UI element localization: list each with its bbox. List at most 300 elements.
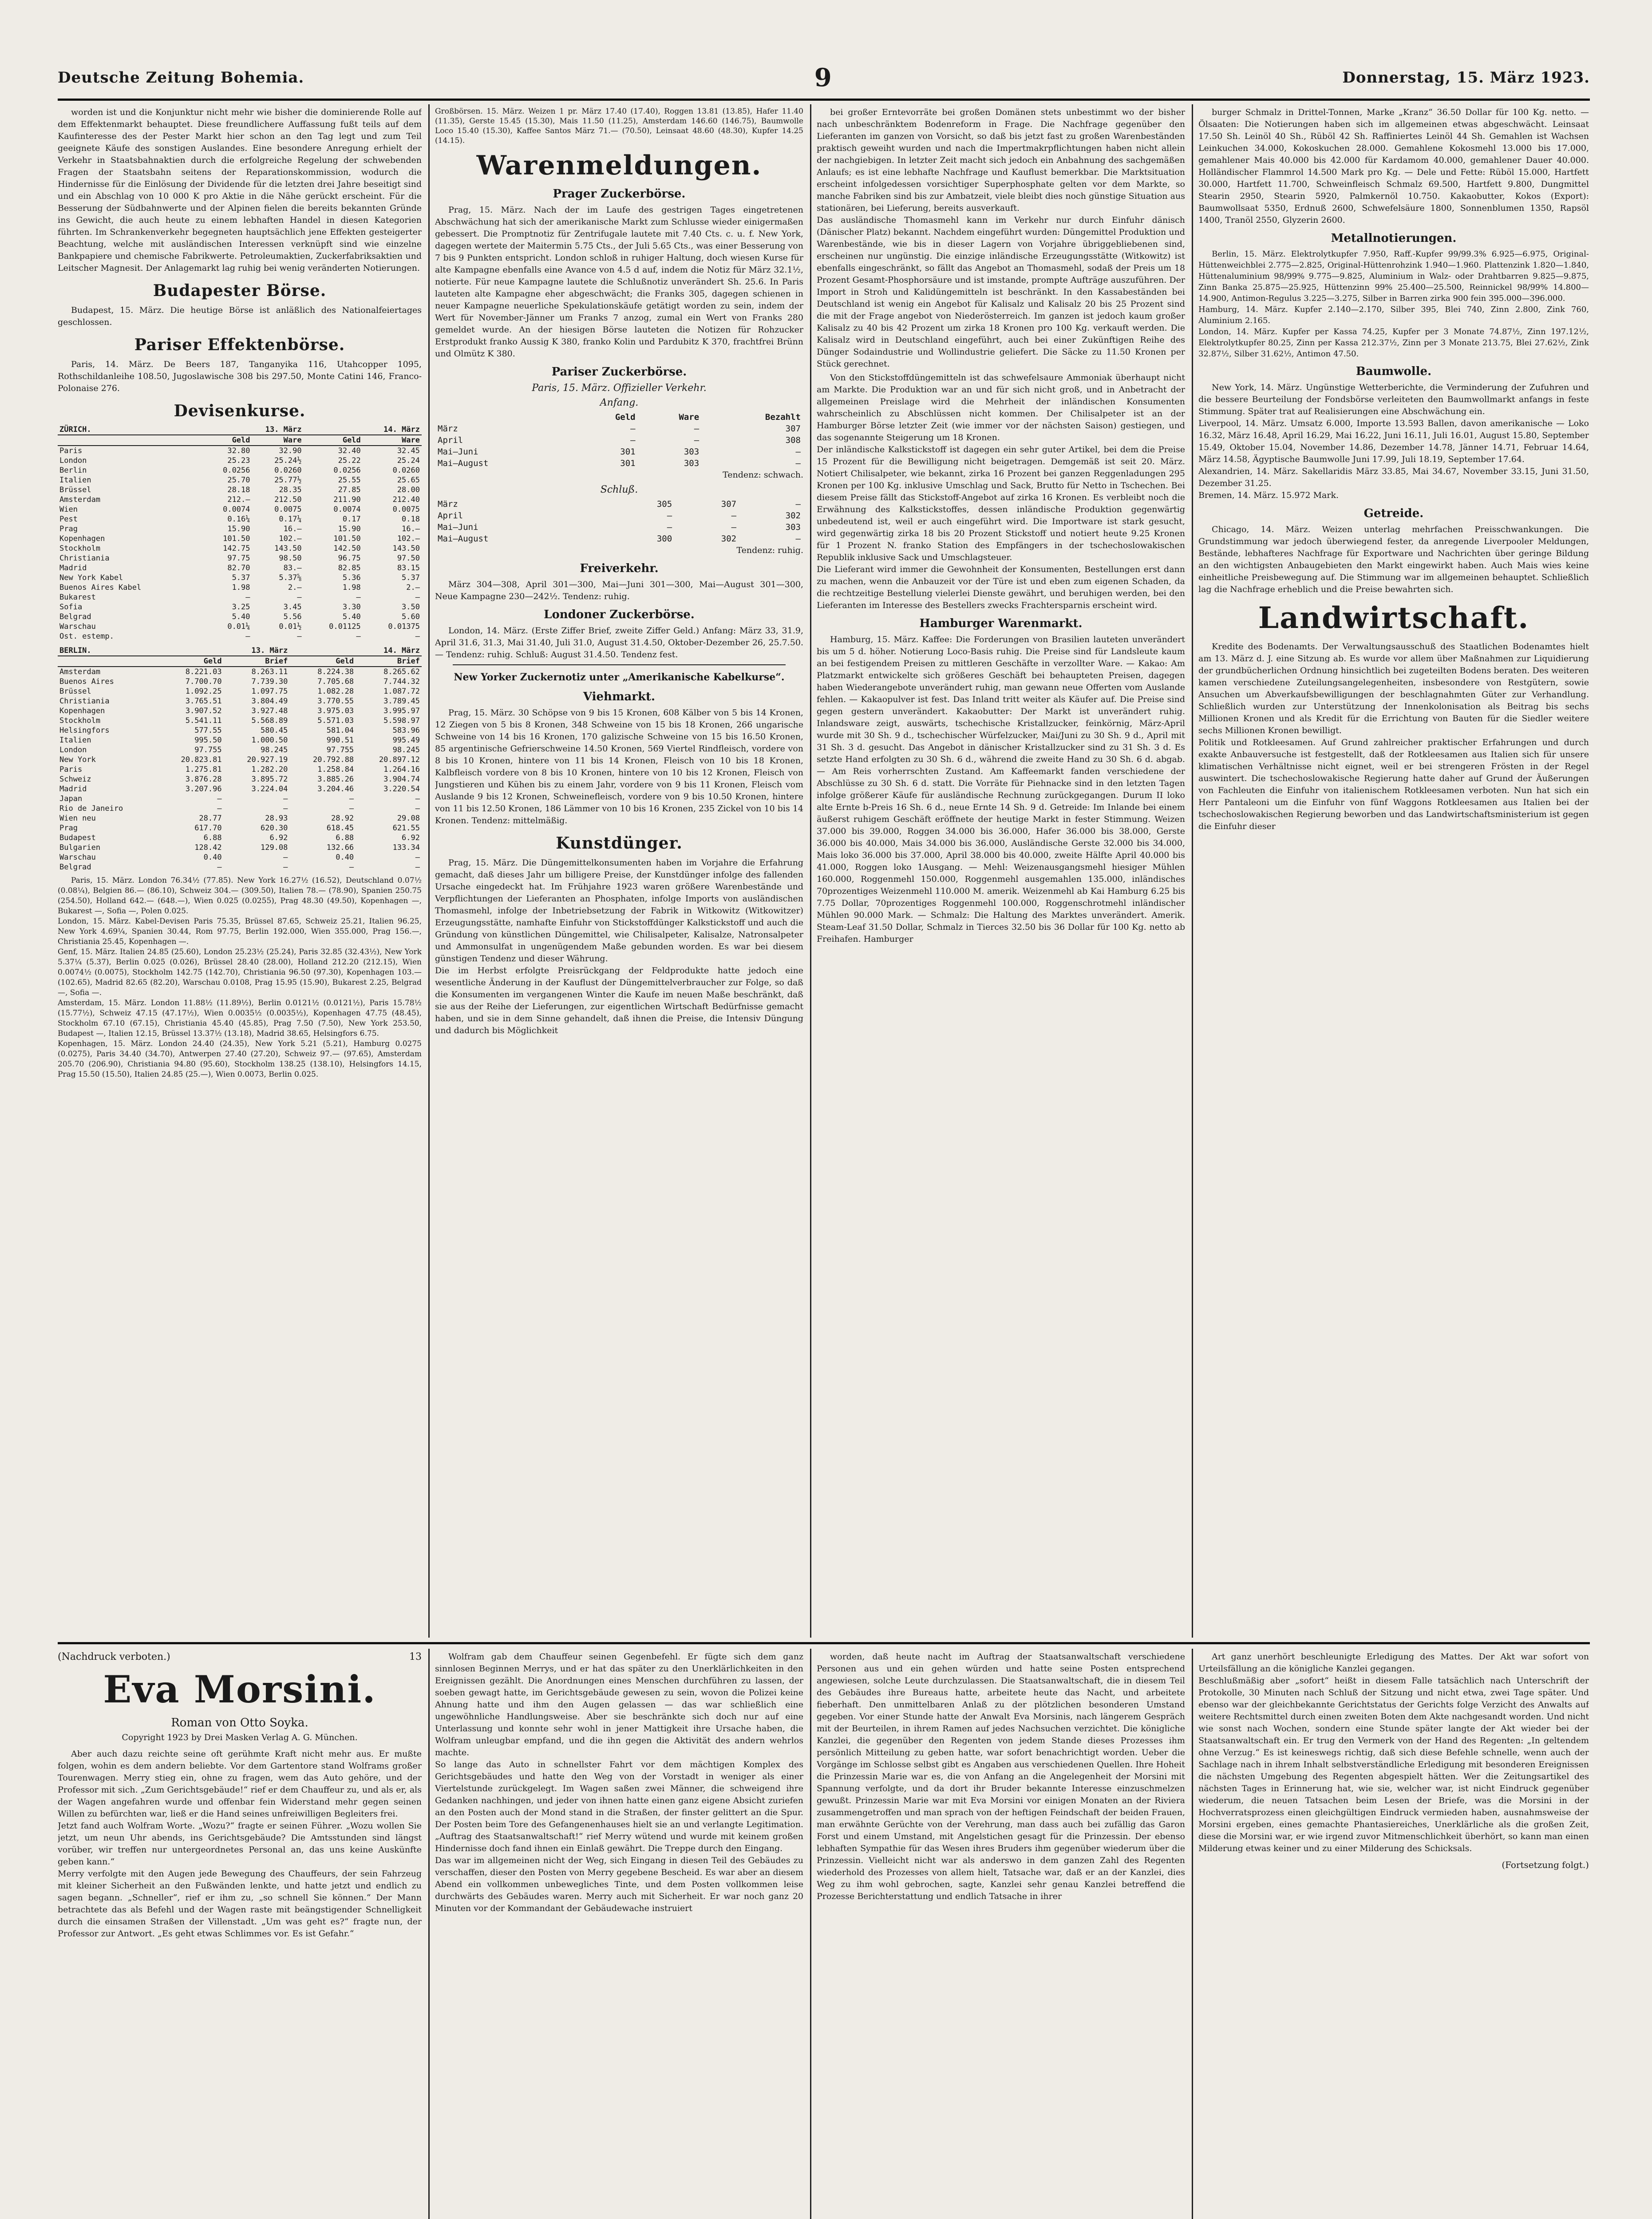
table-row: [58, 553, 422, 563]
row-value: 0.0075: [274, 505, 302, 514]
row-label: Rio de Janeiro: [59, 804, 123, 813]
table-row: [58, 813, 422, 823]
kunst-text: Prag, 15. März. Die Düngemittelkonsumenten haben im Vorjahre die Erfahrung gemacht, daß dieses Jahr um billigere Preise, der Kunstdünger infolge des fallenden Ursache eingedeckt hat. Im Frühjahre 1923 waren größere Warenbestände und Verpflichtungen der Lieferanten an Phosphaten, infolge Imports von ausländischen Thomasmehl, infolge der Inbetriebsetzung der Fabrik in Witkowitz (Witkowitzer) Erzeugungsstätte, namhafte Einfuhr von Stickstoffdünger Kalkstickstoff und auch die Gründung von künstlichen Düngemittel, wie Chilisalpeter, Kalisalze, Natronsalpeter und Ammonsulfat in ungenügendem Maße gebunden worden. Es war bei diesem günstigen Tendenz und dieser Währung. Die im Herbst erfolgte Preisrückgang der Feldprodukte hatte jedoch eine wesentliche Änderung in der Kauflust der Düngemittelverbraucher zur Folge, so daß die Konsumenten im vergangenen Winter die Kaufe im neuen Maße beschränkt, daß sie aus der Reihe der Lieferungen, zur eigentlichen Wirtschaft Bedürfnisse gemacht haben, und sie in dem Sinne gehandelt, daß ihnen die Preise, die Intensiv Düngung und dadurch bis Möglichkeit: [435, 858, 803, 1035]
row-value: 5.60: [402, 612, 420, 621]
column-divider: [810, 1649, 811, 2219]
row-label: Prag: [59, 525, 78, 533]
row-value: —: [667, 511, 672, 521]
table-row: [58, 485, 422, 495]
row-value: 16.—: [283, 525, 302, 533]
row-value: —: [283, 863, 288, 872]
row-value: 3.895.72: [251, 775, 288, 784]
row-value: —: [356, 593, 361, 602]
table-row: [58, 514, 422, 524]
row-value: 0.18: [402, 515, 420, 524]
table-row: [58, 774, 422, 784]
row-label: Warschau: [59, 622, 96, 631]
row-value: —: [217, 804, 222, 813]
budapest-text: Budapest, 15. März. Die heutige Börse ist anläßlich des Nationalfeiertages geschlossen.: [58, 305, 422, 327]
row-value: 5.541.11: [185, 716, 222, 725]
row-value: 3.30: [342, 603, 361, 612]
reprint-notice: (Nachdruck verboten.): [58, 1651, 170, 1662]
column-waren: [435, 107, 803, 1633]
zucker-col-header: Geld: [615, 412, 636, 422]
zucker-col-header: Ware: [679, 412, 700, 422]
table-row: [58, 612, 422, 622]
row-value: 3.45: [283, 603, 302, 612]
col-geld: Geld: [304, 435, 363, 446]
row-value: —: [795, 447, 801, 457]
row-value: 7.744.32: [383, 677, 420, 686]
row-value: 25.77½: [274, 476, 302, 485]
row-label: Amsterdam: [59, 495, 101, 504]
row-label: Madrid: [59, 564, 87, 573]
row-label: Italien: [59, 736, 91, 745]
row-value: —: [731, 511, 737, 521]
row-label: Kopenhagen: [59, 534, 105, 543]
row-label: Warschau: [59, 853, 96, 862]
row-label: Mai—August: [438, 534, 489, 544]
row-value: 3.975.03: [317, 707, 354, 715]
row-value: 303: [785, 522, 801, 532]
row-value: 302: [721, 534, 737, 544]
table-row: [58, 794, 422, 804]
row-value: 1.275.81: [185, 765, 222, 774]
row-value: 617.70: [194, 824, 222, 833]
row-value: 25.22: [338, 456, 361, 465]
row-value: —: [415, 863, 420, 872]
row-value: 3.927.48: [251, 707, 288, 715]
table-row: [58, 726, 422, 735]
table-row: [58, 716, 422, 726]
running-header: [58, 62, 1590, 93]
row-label: Sofia: [59, 603, 83, 612]
row-value: 3.220.54: [383, 785, 420, 794]
row-label: New York: [59, 755, 96, 764]
row-label: Paris: [59, 765, 83, 774]
berlin-label: BERLIN.: [58, 646, 158, 656]
row-value: 307: [721, 499, 737, 509]
row-value: 6.92: [402, 833, 420, 842]
table-row: [58, 544, 422, 553]
row-value: 0.0256: [333, 466, 361, 475]
row-label: April: [438, 435, 463, 445]
prager-zucker-heading: Prager Zuckerbörse.: [553, 187, 686, 201]
row-value: 2.—: [406, 583, 420, 592]
table-row: [58, 765, 422, 774]
landwirt-heading: Landwirtschaft.: [1258, 600, 1529, 635]
oele-text: burger Schmalz in Drittel-Tonnen, Marke „Kranz“ 36.50 Dollar für 100 Kg. netto. — Ölsaaten: Die Notierungen haben sich im allgemeinen etwas abgeschwächt. Leinsaat 17.50 Sh. Leinöl 40 Sh., Rüböl 42 Sh. Raffiniertes Leinöl 44 Sh. Gemahlen ist Wachsen Leinkuchen 34.000, Kokoskuchen 28.000. Gemahlene Kokosmehl 13.000 bis 17.000, gemahlener Mais 40.000 bis 42.000 für Kardamom 40.000, gemahlener Dauer 40.000. Holländischer Flammrol 14.500 Mark pro Kg. — Dele und Fette: Rüböl 15.000, Hartfett 30.000, Hartfett 11.700, Schweinfleisch Schmalz 69.500, Hartfett 9.800, Dungmittel Stearin 2950, Stearin 5920, Palmkernöl 10.750. Kakaobutter, Kokos (Export): Baumwollsaat 5350, Erdnuß 2600, Schwefelsäure 1800, Sonnenblumen 1350, Rapsöl 1400, Tranöl 2550, Glyzerin 2600.: [1198, 107, 1589, 225]
row-value: 8.224.38: [317, 667, 354, 676]
row-value: 3.907.52: [185, 707, 222, 715]
row-value: 0.01½: [279, 622, 302, 631]
row-label: Mai—August: [438, 458, 489, 468]
table-row: [58, 843, 422, 853]
zucker-col-header: Bezahlt: [765, 412, 801, 422]
date-c: 13. März: [158, 646, 290, 656]
row-value: 28.92: [331, 814, 354, 823]
novel-text-1: Aber auch dazu reichte seine oft gerühmte Kraft nicht mehr aus. Er mußte folgen, wohin es dem andern beliebte. Vor dem Gartentore stand Wolframs großer Tourenwagen. Merry stieg ein, ohne zu fragen, wem das Auto gehöre, und der Professor mit sich. „Zum Gerichtsgebäude!“ rief er dem Chauffeur zu, und als er, als der Wagen angefahren wurde und offenbar fein Widerstand mehr gegen seinen Willen zu befürchten war, ließ er die Hand seines unfreiwilligen Begleiters frei. Jetzt fand auch Wolfram Worte. „Wozu?“ fragte er seinen Führer. „Wozu wollen Sie jetzt, um neun Uhr abends, ins Gerichtsgebäude? Die Amtsstunden sind längst vorüber, wir treffen nur untergeordnetes Personal an, das uns keine Auskünfte geben kann.“ Merry verfolgte mit den Augen jede Bewegung des Chauffeurs, der sein Fahrzeug mit kleiner Sicherheit an den Fußwänden lenkte, und hatte jetzt und endlich zu sagen begann. „Schneller“, rief er ihm zu, „so schnell Sie können.“ Der Mann betrachtete das als Befehl und der Wagen raste mit beängstigender Schnelligkeit durch die einsamen Straßen der Villenstadt. „Um was geht es?“ fragte nun, der Professor zur Antwort. „Es geht etwas Schlimmes vor. Es ist Gefahr.“: [58, 1749, 422, 1939]
novel-text-3: worden, daß heute nacht im Auftrag der Staatsanwaltschaft verschiedene Personen aus und ein gehen würden und hatte seine Posten entsprechend angewiesen, solche Leute durchzulassen. Die Staatsanwaltschaft, die in diesem Teil des Gebäudes ihre Bureaus hatte, arbeitete heute das Nacht, und arbeitete fieberhaft. Den unmittelbaren Anlaß zu der plötzlichen besonderen Umstand gegeben. Vor einer Stunde hatte der Anwalt Eva Morsinis, nach längerem Gespräch mit der Beurteilen, in ihrem Ramen auf jedes Nachsuchen verzichtet. Die königliche Kanzlei, die gegenüber den Regenten von jedem Stande dieses Prozesses ihm persönlich Mitteilung zu geben hatte, war sofort benachrichtigt worden. Ueber die Vorgänge im Schlosse selbst gibt es Angaben aus verschiedenen Quellen. Ihre Hoheit die Prinzessin Marie war es, die von Anfang an die Angelegenheit der Morsini mit Spannung verfolgte, und da dort ihr Bruder bekannte Interesse einzuschmelzen gewußt. Prinzessin Marie war mit Eva Morsini vor einigen Monaten an der Riviera zusammengetroffen und man sprach von der heftigen Feindschaft der beiden Frauen, man erwähnte Gerüchte von der Verehrung, man dass auch bei zufällig das Garon Forst und einem Umstand, mit Angelstichen gesagt für die Prinzessin. Der ebenso lebhaften Sympathie für das Wesen ihres Bruders ihm gegenüber wiederum über die Prinzessin. Vielleicht nicht war als anderswo in dem ganzen Zahl des Regenten wiederhold des Prozesses von allem hielt, Tatsache war, daß er an der Kanzlei, dies Weg zu ihm wohl gebrochen, sagte, Kanzlei sehr genau Kanzlei betreffend die Prozesse Berichterstattung und endlich Tatsache in ihrer: [817, 1652, 1185, 1901]
freiverkehr-text: März 304—308, April 301—300, Mai—Juni 301—300, Mai—August 301—300, Neue Kampagne 230—242½. Tendenz: ruhig.: [435, 580, 803, 601]
row-label: Italien: [59, 476, 91, 485]
anfang-tendency: Tendenz: schwach.: [723, 470, 803, 480]
row-value: 2.—: [288, 583, 302, 592]
row-value: 32.80: [227, 446, 250, 455]
baumwolle-heading: Baumwolle.: [1356, 365, 1432, 378]
row-value: 25.70: [227, 476, 250, 485]
row-value: 97.75: [227, 554, 250, 563]
row-value: 25.24: [397, 456, 420, 465]
row-value: 3.876.28: [185, 775, 222, 784]
row-value: 101.50: [333, 534, 361, 543]
row-value: 3.50: [402, 603, 420, 612]
table-row: [435, 510, 803, 521]
row-value: 27.85: [338, 486, 361, 494]
table-row: [435, 533, 803, 545]
table-row: [435, 458, 803, 469]
table-row: [58, 667, 422, 677]
row-value: 3.789.45: [383, 697, 420, 706]
row-value: —: [415, 794, 420, 803]
row-label: London: [59, 746, 87, 754]
ny-zucker-heading: New Yorker Zuckernotiz unter „Amerikanische Kabelkurse“.: [454, 671, 785, 683]
row-value: —: [630, 435, 636, 445]
row-value: —: [415, 853, 420, 862]
table-row: [58, 784, 422, 794]
table-row: [58, 833, 422, 843]
novel-text-2: Wolfram gab dem Chauffeur seinen Gegenbefehl. Er fügte sich dem ganz sinnlosen Beginnen Merrys, und er hat das später zu den Unerklärlichkeiten in den Ereignissen gezählt. Die Anordnungen eines Menschen durchführen zu lassen, der soeben gewagt hatte, im Gerichtsgebäude gewesen zu sein, wovon die Polizei keine Ahnung hatte und ihm den Augen gelassen — das war schließlich eine ungewöhnliche Handlungsweise. Aber sie beschränkte sich doch nur auf eine Unterlassung und konnte sehr wohl in jener Mattigkeit ihre Ursache haben, die Wolfram unleugbar empfand, und die ihn gegen die Aktivität des andern wehrlos machte. So lange das Auto in schnellster Fahrt vor dem mächtigen Komplex des Gerichtsgebäudes und hatte den Weg von der Vorstadt in weniger als einer Viertelstunde zurückgelegt. Im Wagen saßen zwei Männer, die schweigend ihre Gedanken nachhingen, und jeder von ihnen hatte einen ganz eigene Absicht zuriefen an den Posten auch der Mond stand in die Straßen, der finster gelittert an die Spur. Der Posten beim Tore des Gefangenenhauses hielt sie an und verlangte Legitimation. „Auftrag des Staatsanwaltschaft!“ rief Merry wütend und wurde mit keinem großen Hindernisse doch fand ihnen ein Einlaß gewährt. Die Treppe durch den Eingang. Das war im allgemeinen nicht der Weg, sich Eingang in diesen Teil des Gebäudes zu verschaffen, dieser den Posten von Merry gegebene Bescheid. Es war aber an diesem Abend ein vollkommen unbewegliches Tinte, und dem Posten vollkommen leise durchwärts des Gebäudes waren. Merry auch mit Sicherheit. Er war noch ganz 20 Minuten vor der Kommandant der Gebäudewache instruiert: [435, 1652, 803, 1913]
row-value: —: [245, 632, 250, 641]
column-metals: [1198, 107, 1589, 1633]
table-row: [58, 456, 422, 466]
kunst-heading: Kunstdünger.: [556, 834, 683, 853]
row-value: 300: [656, 534, 672, 544]
row-value: 0.17¼: [279, 515, 302, 524]
row-value: 301: [620, 447, 636, 457]
novel-column-2: [435, 1651, 803, 2219]
row-value: 5.37: [232, 573, 250, 582]
row-value: 0.01125: [329, 622, 361, 631]
row-value: 1.282.20: [251, 765, 288, 774]
vieh-heading: Viehmarkt.: [583, 690, 656, 703]
row-value: 5.568.89: [251, 716, 288, 725]
metall-text: Berlin, 15. März. Elektrolytkupfer 7.950, Raff.-Kupfer 99/99.3% 6.925—6.975, Original-Hüttenweichblei 2.775—2.825, Original-Hüttenrohzink 1.940—1.960. Plattenzink 1.820—1.840, Hüttenaluminium 98/99% 9.775—9.825, Aluminium in Walz- oder Drahtbarren 9.825—9.875, Zinn Banka 25.875—25.925, Hüttenzinn 99% 25.400—25.500, Reinnickel 98/99% 14.800—14.900, Antimon-Regulus 3.225—3.275, Silber in Barren zirka 900 fein 395.000—396.000. Hamburg, 14. März. Kupfer 2.140—2.170, Silber 395, Blei 740, Zinn 2.800, Zink 760, Aluminium 2.165. London, 14. März. Kupfer per Kassa 74.25, Kupfer per 3 Monate 74.87½, Zinn 197.12½, Elektrolytkupfer 80.25, Zinn per Kassa 212.37½, Zinn per 3 Monate 213.75, Blei 27.62½, Zink 32.87½, Silber 31.62½, Antimon 47.50.: [1198, 249, 1589, 359]
row-value: —: [694, 424, 700, 434]
row-value: 0.0074: [223, 505, 250, 514]
row-value: 28.00: [397, 486, 420, 494]
row-value: 3.770.55: [317, 697, 354, 706]
date-d: 14. März: [289, 646, 422, 656]
row-value: 101.50: [223, 534, 250, 543]
row-value: 990.51: [326, 736, 354, 745]
table-row: [435, 423, 803, 434]
table-row: [58, 706, 422, 716]
row-value: —: [356, 632, 361, 641]
table-row: [435, 498, 803, 510]
copyright: Copyright 1923 by Drei Masken Verlag A. G. München.: [122, 1733, 358, 1742]
row-label: Schweiz: [59, 775, 91, 784]
devisen-heading: Devisenkurse.: [174, 402, 306, 420]
row-value: 25.55: [338, 476, 361, 485]
row-label: Christiania: [59, 554, 110, 563]
feuilleton-rule: [58, 1642, 1590, 1644]
row-value: —: [297, 632, 302, 641]
column-divider: [428, 1649, 430, 2219]
row-value: 25.24½: [274, 456, 302, 465]
row-value: 5.40: [342, 612, 361, 621]
row-value: 5.37⅝: [279, 573, 302, 582]
row-value: 583.96: [392, 726, 420, 735]
row-value: 8.265.62: [383, 667, 420, 676]
row-label: Prag: [59, 824, 78, 833]
row-value: 5.36: [342, 573, 361, 582]
row-label: Madrid: [59, 785, 87, 794]
row-value: 129.08: [260, 843, 288, 852]
landwirt-text: Kredite des Bodenamts. Der Verwaltungsausschuß des Staatlichen Bodenamtes hielt am 13. März d. J. eine Sitzung ab. Es wurde vor allem über Maßnahmen zur Liquidierung der grundbücherlichen Ordnung hinsichtlich bei zugeteilten Bodens beraten. Des weiteren kamen verschiedene Zuteilungsangelegenheiten, insbesondere von Restgütern, sowie Ansuchen um Abverkaufsbewilligungen der beschlagnahmten Güter zur Verhandlung. Schließlich wurden zur Unterstützung der Innenkolonisation als Beitrag bis sechs Millionen Kronen und als Kredit für die Errichtung von Bauten für die Siedler weitere sechs Millionen Kronen bewilligt. Politik und Rotkleesamen. Auf Grund zahlreicher praktischer Erfahrungen und durch exakte Anbauversuche ist festgestellt, daß der Rotkleesamen aus Italien sich für unsere klimatischen Verhältnisse nicht eignet, weil er bei strengeren Frösten in der Regel auswintert. Die tschechoslowakische Regierung hatte daher auf Grund der Äußerungen von Fachleuten die Einfuhr von italienischem Rotkleesamen verboten. Nun hat sich ein Herr Pantaleoni um die Einfuhr von fünf Waggons Rotkleesamen aus Italien bei der tschechoslowakischen Regierung beworben und das Landwirtschaftsministerium ist gegen die Einfuhr dieser: [1198, 642, 1589, 831]
row-value: 15.90: [338, 525, 361, 533]
row-value: 211.90: [333, 495, 361, 504]
schluss-label: Schluß.: [600, 484, 638, 495]
row-value: 0.17: [342, 515, 361, 524]
col-brief: Brief: [356, 656, 422, 667]
row-value: 97.755: [194, 746, 222, 754]
continuation-note: (Fortsetzung folgt.): [1502, 1860, 1589, 1870]
table-row: [58, 823, 422, 833]
row-value: 83.—: [283, 564, 302, 573]
row-value: 620.30: [260, 824, 288, 833]
row-value: —: [283, 794, 288, 803]
row-label: Belgrad: [59, 612, 91, 621]
row-value: —: [283, 804, 288, 813]
row-value: 102.—: [397, 534, 420, 543]
table-row: [58, 862, 422, 872]
row-value: 0.0075: [392, 505, 420, 514]
row-value: —: [795, 499, 801, 509]
row-value: —: [415, 593, 420, 602]
paris-text: Paris, 14. März. De Beers 187, Tanganyika 116, Utahcopper 1095, Rothschildanleihe 108.50, Jugoslawische 308 bis 297.50, Monte Catini 146, Franco-Polonaise 276.: [58, 359, 422, 393]
paris-heading: Pariser Effektenbörse.: [134, 336, 345, 354]
row-value: 8.221.03: [185, 667, 222, 676]
grain-note: Großbörsen. 15. März. Weizen 1 pr. März 17.40 (17.40), Roggen 13.81 (13.85), Hafer 11.40 (11.35), Gerste 15.45 (15.30), Mais 11.50 (11.25), Amsterdam 146.60 (146.75), Baumwolle Loco 15.40 (15.30), Kaffee Santos März 71.— (70.50), Leinsaat 48.60 (48.30), Kupfer 14.25 (14.15).: [435, 107, 803, 145]
column-divider: [810, 104, 811, 1638]
row-value: 82.85: [338, 564, 361, 573]
row-value: 3.904.74: [383, 775, 420, 784]
page-number: 9: [814, 63, 832, 92]
novel-text-4: Art ganz unerhört beschleunigte Erledigung des Mattes. Der Akt war sofort von Urteilsfällung an die königliche Kanzlei gegangen. Beschlußmäßig aber „sofort“ heißt in diesem Falle tatsächlich nach Unterschrift der Protokolle, 30 Minuten nach Schluß der Sitzung und nicht etwa, zwei Tage später. Und ebenso war der gleichbekannte Gerichtstatus der Gerichts folge Verzicht des Anwalts auf weitere Rechtsmittel durch einen zweiten Boten dem Akte nachgesandt worden. Und nicht wie sonst nach Wochen, sondern eine Stunde später langte der Akt wieder bei der Staatsanwaltschaft ein. Er trug den Vermerk von der Hand des Regenten: „In geltendem ohne Verzug.“ Es ist keineswegs richtig, daß sich diese Befehle schnelle, wenn auch der Sachlage nach in ihrem Inhalt selbstverständliche Erledigung mit besonderen Ereignissen die nächsten Umgebung des Regenten abgespielt hätten. Wer die Zeitungsartikel des nächsten Tages in Erinnerung hat, wie sie, welcher war, ist nicht Eindruck gegenüber wiederum, die neuen Tatsachen beim Lesen der Briefe, was die Morsini in der Hochverratsprozess einen gleichgültigen Eindruck vermieden haben, ausnahmsweise der Morsini ergeben, eines gemachte Phantasiereiches, Unerklärliche als die großen Zeit, diese die Morsini war, er wie irgend zuvor Mitmenschlichkeit überhört, so kann man einen Milderung etwas keiner und zu einer Milderung des Schicksals.: [1198, 1652, 1589, 1853]
table-row: [58, 696, 422, 706]
table-row: [58, 677, 422, 687]
table-row: [58, 495, 422, 505]
row-value: 581.04: [326, 726, 354, 735]
row-value: 1.097.75: [251, 687, 288, 696]
row-value: 6.92: [269, 833, 288, 842]
row-value: 3.885.26: [317, 775, 354, 784]
row-value: —: [349, 863, 354, 872]
row-value: 28.93: [265, 814, 288, 823]
row-value: 5.37: [402, 573, 420, 582]
row-value: 0.0074: [333, 505, 361, 514]
row-value: —: [283, 853, 288, 862]
row-value: 16.—: [402, 525, 420, 533]
row-value: 143.50: [274, 544, 302, 553]
table-row: [58, 632, 422, 641]
table-row: [58, 592, 422, 602]
row-value: 995.49: [392, 736, 420, 745]
row-value: 577.55: [194, 726, 222, 735]
row-label: Belgrad: [59, 863, 91, 872]
getreide-heading: Getreide.: [1363, 507, 1424, 520]
baumwolle-text: New York, 14. März. Ungünstige Wetterberichte, die Verminderung der Zufuhren und die bessere Beurteilung der Fondsbörse verleiteten den Baumwollmarkt anfangs in feste Stimmung. Später trat auf Realisierungen eine Abschwächung ein. Liverpool, 14. März. Umsatz 6.000, Importe 13.593 Ballen, davon amerikanische — Loko 16.32, März 16.48, April 16.29, Mai 16.22, Juni 16.11, Juli 16.01, August 15.80, September 15.49, Oktober 15.04, November 14.86, Dezember 14.78, Jänner 14.71, Februar 14.64, März 14.58, Ägyptische Baumwolle Juni 17.99, Juli 18.19, September 17.64. Alexandrien, 14. März. Sakellaridis März 33.85, Mai 34.67, November 33.15, Juni 31.50, Dezember 31.25. Bremen, 14. März. 15.972 Mark.: [1198, 383, 1589, 500]
novel-header: [58, 1651, 422, 1663]
row-value: —: [415, 632, 420, 641]
row-value: 5.56: [283, 612, 302, 621]
installment-number: 13: [409, 1651, 422, 1662]
row-value: 0.01375: [388, 622, 420, 631]
table-row: [58, 622, 422, 632]
row-value: 3.765.51: [185, 697, 222, 706]
row-value: —: [667, 522, 672, 532]
row-value: 3.804.49: [251, 697, 288, 706]
column-divider: [1192, 1649, 1193, 2219]
table-row: [58, 534, 422, 544]
row-label: Kopenhagen: [59, 707, 105, 715]
row-value: 5.571.03: [317, 716, 354, 725]
row-value: —: [415, 804, 420, 813]
row-label: Bukarest: [59, 593, 96, 602]
row-value: 7.739.30: [251, 677, 288, 686]
row-value: 25.23: [227, 456, 250, 465]
row-value: 580.45: [260, 726, 288, 735]
row-value: 32.45: [397, 446, 420, 455]
row-value: 142.75: [223, 544, 250, 553]
row-value: 133.34: [392, 843, 420, 852]
row-label: März: [438, 499, 458, 509]
row-value: 98.245: [260, 746, 288, 754]
duenger-text: bei großer Erntevorräte bei großen Domänen stets unbestimmt wo der bisher nach unbeschränktem Bodenreform in Frage. Die Nachfrage gegenüber den Lieferanten im ganzen von Vorsicht, so daß bis jetzt fast zu großen Warenbeständen praktisch geweiht wurden und nach die Impertmakrpflichtungen haben nicht allein der nachgiebigen. In letzter Zeit macht sich jedoch ein Anbahnung des sachgemäßen Anlaufs; es ist eine lebhafte Nachfrage und Kauflust bemerkbar. Die Marktsituation erscheint infolgedessen vorsichtiger Superphosphate gelten vor dem Markte, so manche Fabriken sind bis zur Ambatzeit, viele bleibt dies noch günstige Situation aus stationären, bei Lieferung, bereits ausverkauft. Das ausländische Thomasmehl kann im Verkehr nur durch Einfuhr dänisch (Dänischer Platz) bekannt. Nachdem eingeführt wurden: Düngemittel Produktion und Warenbestände, wie bis in dieser Lagern von Vorjahre übriggebliebenen sind, erscheinen nur ungünstig. Die einzige inländische Erzeugungsstätte (Witkowitz) ist ebenfalls eingeschränkt, so fällt das Angebot an Thomasmehl, sodaß der Preis um 18 Prozent Gesamt-Phosphorsäure und ist imstande, prompte Aufträge auszuführen. Der Import in Stroh und Kalidüngemitteln ist beschränkt. In den Kassabeständen bei Deutschland ist wenig ein Angebot für Kalisalz und Kalisalz 20 bis 25 Prozent sind die mit der Frage angebot von Niederösterreich. Im ganzen ist jedoch kaum großer Kalisalz zu 40 bis 42 Prozent um zirka 18 Kronen pro 100 Kg. verkauft werden. Die Kalisalz wird in Deutschland eingeführt, auch bei einer Zukünftigen Reihe des Dünger Sodaindustrie und Wollindustrie geliefert. Die Säcke zu 11.50 Kronen per Stück gerechnet.: [817, 107, 1185, 369]
row-value: 143.50: [392, 544, 420, 553]
masthead-left: Deutsche Zeitung Bohemia.: [58, 69, 304, 87]
row-value: 307: [785, 424, 801, 434]
hamburg-text: Hamburg, 15. März. Kaffee: Die Forderungen von Brasilien lauteten unverändert bis um 5 d. höher. Notierung Loco-Basis ruhig. Die Preise sind für Landsleute kaum an bei festigendem Preisen zu mittleren Geschäfte in verzollter Ware. — Kakao: Am Platzmarkt entwickelte sich größeres Geschäft bei behaupteten Preisen, dagegen haben Wiederangebote unverändert ruhig, man gewann neue Offerten vom Auslande fehlen. — Kakaopulver ist fest. Das Inland tritt weiter als Käufer auf. Die Preise sind gegen gestern unverändert. Kakaobutter: Der Markt ist unverändert ruhig. Inlandsware zeigt, auswärts, tschechische Kristallzucker, feinkörnig, März-April wurde mit 30 Sh. 9 d., tschechischer Würfelzucker, Mai/Juni zu 30 Sh. 9 d., April mit 31 Sh. 3 d. gesucht. Das Angebot in dänischer Kristallzucker sind zu 31 Sh. 3 d. Es setzte Hand erfolgten zu 30 Sh. 6 d., während die zweite Hand zu 30 Sh. 6 d. abgab. — Am Reis vorherrschten Zustand. Am Kaffeemarkt fanden verschiedene der Abschlüsse zu 30 Sh. 6 d. statt. Die Vorräte für Piehnacke sind in den letzten Tagen infolge größerer Käufe für ausländische Rechnung zurückgegangen. Durum II loko alte Ernte b-Preis 16 Sh. 6 d., neue Ernte 14 Sh. 9 d. Getreide: Im Inlande bei einem äußerst ruhigem Geschäft eröffnete der heutige Markt in fester Stimmung. Weizen 37.000 bis 39.000, Roggen 34.000 bis 36.000, Hafer 36.000 bis 38.000, Gerste 36.000 bis 40.000, Mais 34.000 bis 36.000, Ausländische Gerste 32.000 bis 34.000, Mais loko 36.000 bis 37.000, April 38.000 bis 40.000, zweite Hälfte April 40.000 bis 41.000, Roggen loko 1Ausgang. — Mehl: Weizenausgangsmehl hiesiger Mühlen 160.000, Roggenmehl 150.000, Roggenmehl ausgemahlen 135.000, inländisches 70prozentiges Weizenmehl 110.000 M. amerik. Weizenmehl ab Kai Hamburg 6.25 bis 7.75 Dollar, 70prozentiges Roggenmehl 100.000, Roggenschrotmehl inländischer Mühlen 90.000 Mark. — Schmalz: Die Haltung des Marktes unverändert. Amerik. Steam-Leaf 31.50 Dollar, Schmalz in Tierces 32.50 bis 36 Dollar für 100 Kg. netto ab Freihafen. Hamburger: [817, 635, 1185, 944]
row-value: 212.40: [392, 495, 420, 504]
row-value: 28.18: [227, 486, 250, 494]
row-value: 0.0260: [392, 466, 420, 475]
row-value: 15.90: [227, 525, 250, 533]
row-label: Mai—Juni: [438, 447, 478, 457]
getreide-text: Chicago, 14. März. Weizen unterlag mehrfachen Preisschwankungen. Die Grundstimmung war jedoch überwiegend fester, da anregende Liverpooler Meldungen, Bestände, lebhafteres Nachfrage für Exportware und Nachrichten über geringe Bildung an den wichtigsten Anbaugebieten den Markt eingewirkt haben. Auch Mais wies keine einheitliche Preisbewegung auf. Die Stimmung war im allgemeinen behauptet. Schließlich lag die Nachfrage erheblich und die Preise bewahrten sich.: [1198, 525, 1589, 594]
pariser-zucker-heading: Pariser Zuckerbörse.: [551, 365, 687, 379]
row-value: 20.792.88: [313, 755, 354, 764]
table-row: [58, 804, 422, 813]
table-row: [58, 466, 422, 475]
row-value: 28.35: [279, 486, 302, 494]
row-label: Paris: [59, 446, 83, 455]
row-value: 5.598.97: [383, 716, 420, 725]
row-value: —: [217, 794, 222, 803]
table-row: [58, 446, 422, 456]
row-label: Amsterdam: [59, 667, 101, 676]
table-row: [435, 434, 803, 446]
col-brief: Brief: [224, 656, 290, 667]
row-value: 1.000.50: [251, 736, 288, 745]
row-value: 212.—: [227, 495, 250, 504]
row-value: 6.88: [336, 833, 354, 842]
row-value: 97.50: [397, 554, 420, 563]
row-value: 621.55: [392, 824, 420, 833]
row-value: 0.16¼: [227, 515, 250, 524]
table-row: [58, 755, 422, 765]
table-row: [58, 853, 422, 862]
pariser-zucker-subhead: Paris, 15. März. Offizieller Verkehr.: [532, 383, 707, 394]
row-value: 308: [785, 435, 801, 445]
anfang-table: [435, 411, 803, 469]
row-value: 0.0256: [223, 466, 250, 475]
row-label: Christiania: [59, 697, 110, 706]
row-value: 8.263.11: [251, 667, 288, 676]
row-value: —: [795, 534, 801, 544]
row-value: 3.224.04: [251, 785, 288, 794]
row-value: 97.755: [326, 746, 354, 754]
row-value: 83.15: [397, 564, 420, 573]
divider: [453, 664, 786, 665]
london-zucker-text: London, 14. März. (Erste Ziffer Brief, zweite Ziffer Geld.) Anfang: März 33, 31.9, April 31.6, 31.3, Mai 31.40, Juli 31.0, August 31.4.50, Oktober-Dezember 26, 25.7.50. — Tendenz: ruhig. Schluß: August 31.4.50. Tendenz fest.: [435, 626, 803, 659]
table-row: [58, 745, 422, 755]
row-value: 1.98: [232, 583, 250, 592]
market-report: worden ist und die Konjunktur nicht mehr wie bisher die dominierende Rolle auf dem Effektenmarkt behauptet. Diese freundlichere Auffassung fußt teils auf dem Kaufinteresse des der Pester Markt hier schon an den Tag legt und zum Teil geeignete Käufe des sonstigen Auslandes. Eine besondere Anregung erhielt der Verkehr in Staatsbahnaktien durch die erfolgreiche Regelung der schwebenden Fragen der Staatsbahn seitens der Reparationskommission, wodurch die Hindernisse für die Einlösung der Dividende für die letzten drei Jahre beseitigt sind und ein Abschlag von 10 000 K pro Aktie in die Nähe gerückt erscheint. Für die Besserung der Südbahnwerte und der Alpinen fielen die bereits bekannten Gründe ins Gewicht, die auch heute zu einem lebhaften Handel in diesen Kategorien führten. Im Schrankenverkehr begegneten hauptsächlich jene Effekten gesteigerter Beachtung, welche mit ausländischen Interessen verknüpft sind wie einzelne Bankpapiere und chemische Fabrikwerte. Petroleumaktien, Zuckerfabriksaktien und Leitscher Magnesit. Der Anlagemarkt lag ruhig bei wenig veränderten Notierungen.: [58, 107, 422, 273]
row-value: —: [731, 522, 737, 532]
row-label: Berlin: [59, 466, 87, 475]
row-value: 7.700.70: [185, 677, 222, 686]
row-value: 82.70: [227, 564, 250, 573]
prager-zucker-text: Prag, 15. März. Nach der im Laufe des gestrigen Tages eingetretenen Abschwächung hat sich der amerikanische Markt zum Schlusse wieder einigermaßen gebessert. Die Promptnotiz für Zentrifugale lautete mit 7.40 Cts. c. u. f. New York, dagegen wertete der Maitermin 5.75 Cts., der Juli 5.65 Cts., was einer Besserung von 7 bis 9 Punkten entspricht. London schloß in ruhiger Haltung, doch wiesen Kurse für alte Kampagne ebenfalls eine Avance von 4.5 d auf, indem die Notiz für März 32.1½, notierte. Für neue Kampagne lautete die Schlußnotiz unverändert Sh. 25.6. In Paris lauteten alte Kampagne eher abgeschwächt; die Franks 305, dagegen schienen in neuer Kampagne neuerliche Spekulationskäufe getätigt worden zu sein, indem der Wert für November-Jänner um Franks 7 anzog, zumal ein Wert von Franks 280 gemeldet wurde. An der hiesigen Börse lauteten die Notizen für Rohzucker Erstprodukt franko Aussig K 380, franko Kolin und Pardubitz K 370, frachtfrei Brünn und Olmütz K 380.: [435, 205, 803, 359]
row-label: Buenos Aires Kabel: [59, 583, 142, 592]
table-row: [58, 735, 422, 745]
row-value: —: [217, 863, 222, 872]
column-divider: [428, 104, 430, 1638]
novel-column-4: [1198, 1651, 1589, 2219]
row-label: Wien neu: [59, 814, 96, 823]
row-value: 32.90: [279, 446, 302, 455]
date-b: 14. März: [304, 425, 422, 435]
table-row: [58, 583, 422, 592]
row-value: 98.50: [279, 554, 302, 563]
stickstoff-text: Von den Stickstoffdüngemitteln ist das schwefelsaure Ammoniak überhaupt nicht am Markte. Die Produktion war an und für sich nicht groß, und in Anbetracht der allgemeinen Preislage wird die Mehrheit der inländischen Konsumenten wahrscheinlich zu Abschlüssen nicht kommen. Der Chilisalpeter ist an der Hamburger Börse letzter Zeit (wie immer vor der nächsten Saison) gestiegen, und das sogenannte Steigerung um 18 Kronen. Der inländische Kalkstickstoff ist dagegen ein sehr guter Artikel, bei dem die Preise 15 Prozent für die Bewilligung nicht beigetragen. Demgemäß ist seit 20. März. Notiert Chilisalpeter, wie bekannt, zirka 16 Prozent bei ganzen Reggenladungen 295 Kronen per 100 Kg. inklusive Umschlag und Sack, Brutto für Netto in Tschechen. Bei diesem Preise fällt das Stickstoff-Angebot auf zirka 16 Kronen. Es verbleibt noch die Erwähnung des Kalkstickstoffes, dessen inländische Produktion gegenwärtig unbedeutend ist, weil er auch eingeführt wird. Die Importware ist stark gesucht, wird gegenwärtig zirka 18 bis 20 Prozent Stickstoff und notiert heute 9.25 Kronen für 1 Prozent N. franko Station des Empfängers in der tschechoslowakischen Republik inklusive Sack und Umschlagsteuer. Die Lieferant wird immer die Gewohnheit der Konsumenten, Bestellungen erst dann zu machen, wenn die Anbauzeit vor der Türe ist und eben zum eigenen Schaden, da die rechtzeitige Bestellung vielerlei Dienste gewährt, und beruhigen werden, bei den Lieferanten im Interesse des Bestellers zwecks Frachtersparnis erscheint wird.: [817, 373, 1185, 610]
row-value: 3.995.97: [383, 707, 420, 715]
row-value: 3.204.46: [317, 785, 354, 794]
table-row: [58, 687, 422, 696]
row-value: 301: [620, 458, 636, 468]
row-label: Stockholm: [59, 544, 101, 553]
row-label: Buenos Aires: [59, 677, 114, 686]
row-value: —: [349, 794, 354, 803]
row-label: April: [438, 511, 463, 521]
row-value: 1.092.25: [185, 687, 222, 696]
row-value: 96.75: [338, 554, 361, 563]
budapest-heading: Budapester Börse.: [153, 281, 327, 300]
row-value: 618.45: [326, 824, 354, 833]
table-row: [58, 505, 422, 514]
row-value: 5.40: [232, 612, 250, 621]
row-value: —: [795, 458, 801, 468]
row-value: 32.40: [338, 446, 361, 455]
foreign-rates: Paris, 15. März. London 76.34½ (77.85). New York 16.27½ (16.52), Deutschland 0.07½ (0.08¼), Belgien 86.— (86.10), Schweiz 304.— (309.50), Italien 78.— (78.90), Spanien 250.75 (254.50), Holland 642.— (648.—), Wien 0.025 (0.0255), Prag 48.30 (49.50), Kopenhagen —, Bukarest —, Sofia —, Polen 0.025. London, 15. März. Kabel-Devisen Paris 75.35, Brüssel 87.65, Schweiz 25.21, Italien 96.25, New York 4.69¼, Spanien 30.44, Rom 97.75, Berlin 192.000, Wien 355.000, Prag 156.—, Christiania 25.45, Kopenhagen —. Genf, 15. März. Italien 24.85 (25.60), London 25.23½ (25.24), Paris 32.85 (32.43½), New York 5.37¼ (5.37), Berlin 0.025 (0.026), Brüssel 28.40 (28.00), Holland 212.20 (212.15), Wien 0.0074½ (0.0075), Stockholm 142.75 (142.70), Christiania 96.50 (97.30), Kopenhagen 103.— (102.65), Madrid 82.65 (82.20), Warschau 0.0108, Prag 15.95 (15.90), Bukarest 2.25, Belgrad —, Sofia —. Amsterdam, 15. März. London 11.88½ (11.89½), Berlin 0.0121½ (0.0121½), Paris 15.78½ (15.77½), Schweiz 47.15 (47.17½), Wien 0.0035½ (0.0035½), Kopenhagen 47.75 (48.45), Stockholm 67.10 (67.15), Christiania 45.40 (45.85), Prag 7.50 (7.50), New York 253.50, Budapest —, Italien 12.15, Brüssel 13.37½ (13.18), Madrid 38.65, Helsingfors 6.75. Kopenhagen, 15. März. London 24.40 (24.35), New York 5.21 (5.21), Hamburg 0.0275 (0.0275), Paris 34.40 (34.70), Antwerpen 27.40 (27.20), Schweiz 97.— (97.65), Amsterdam 205.70 (206.90), Christiania 94.80 (95.60), Stockholm 138.25 (138.10), Helsingfors 14.15, Prag 15.50 (15.50), Italien 24.85 (25.—), Wien 0.0073, Berlin 0.025.: [58, 876, 422, 1079]
row-value: 20.927.19: [247, 755, 288, 764]
row-value: 1.082.28: [317, 687, 354, 696]
row-value: 305: [656, 499, 672, 509]
waren-heading: Warenmeldungen.: [476, 150, 762, 181]
row-label: Bulgarien: [59, 843, 101, 852]
